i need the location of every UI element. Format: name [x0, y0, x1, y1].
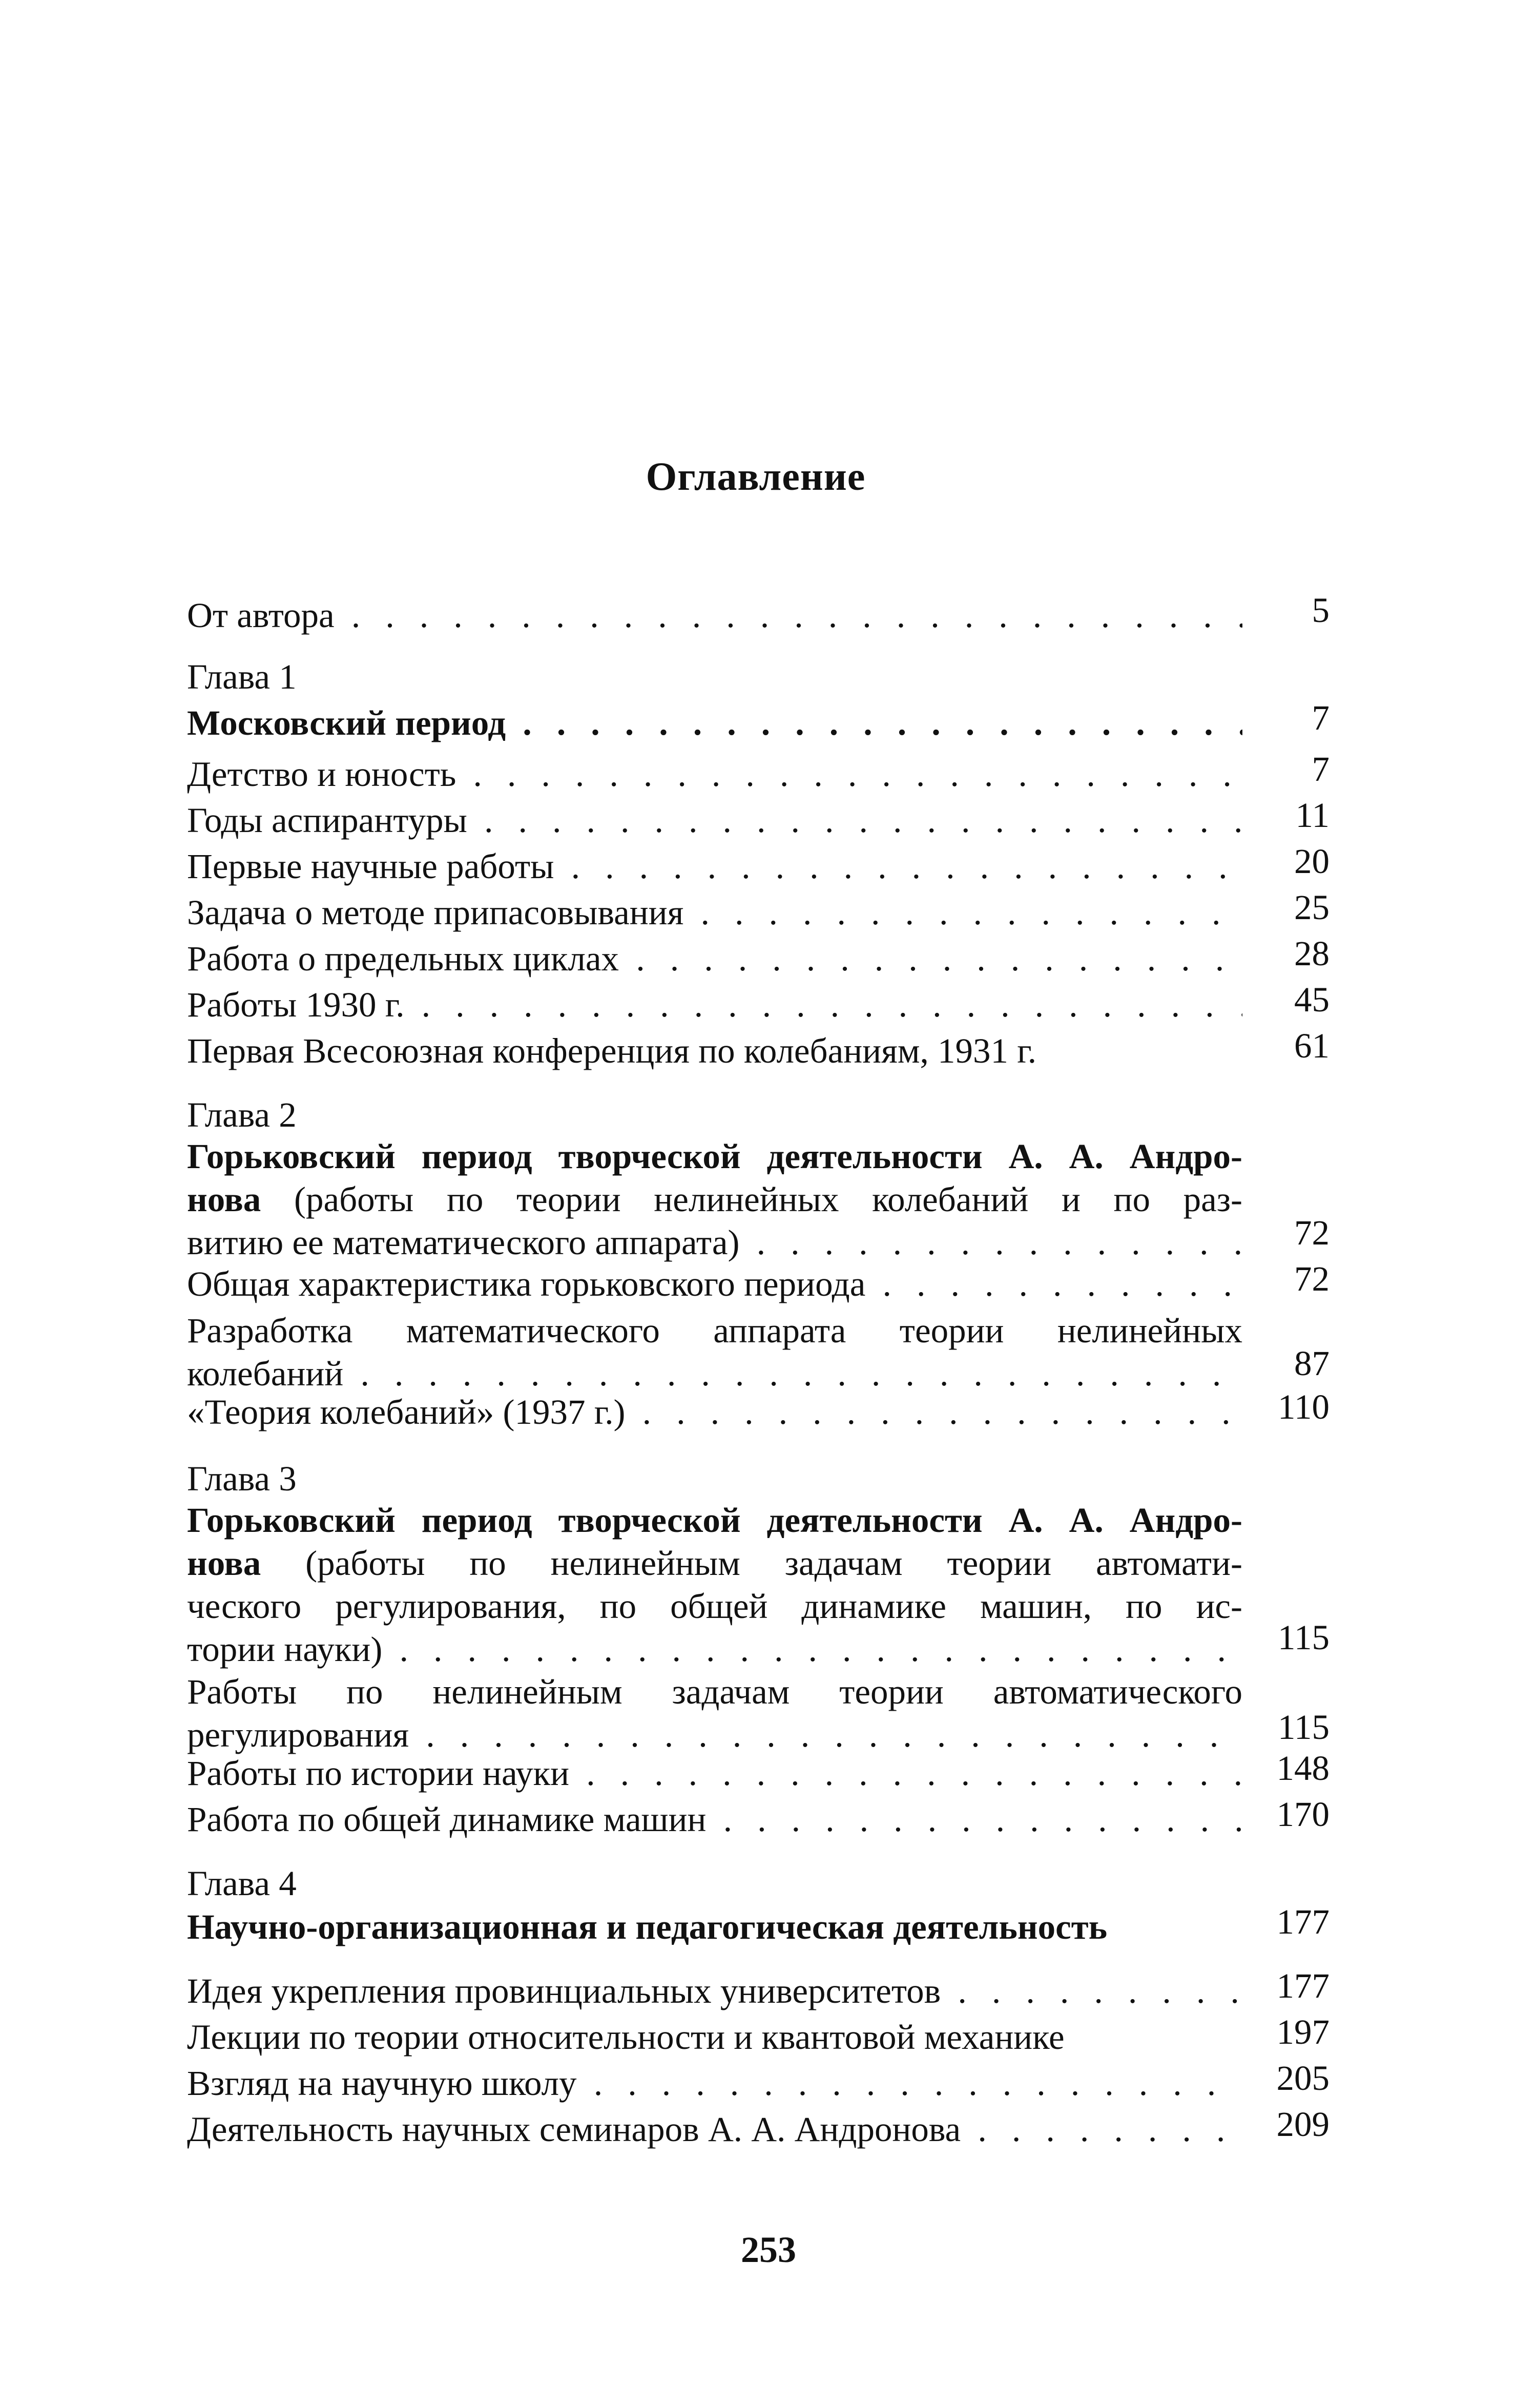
page-title: Оглавление [646, 454, 866, 499]
chapter-label: Глава 3 [187, 1459, 297, 1498]
page-number: 253 [741, 2229, 796, 2270]
toc-entry-label: Детство и юность . . . [187, 751, 1242, 798]
toc-entry-label: Работа о предельных циклах . . . [187, 935, 1242, 982]
toc-entry-page: 5 [1312, 591, 1330, 630]
chapter-label: Глава 1 [187, 657, 297, 696]
toc-heading-line: (работы по теории нелинейных колебаний и по раз- [261, 1180, 1242, 1219]
toc-chapter-heading[interactable] [187, 1135, 1242, 1264]
toc-entry-page: 45 [1294, 980, 1330, 1019]
toc-entry-page: 72 [1294, 1213, 1330, 1252]
toc-chapter-heading[interactable] [187, 1499, 1242, 1671]
toc-entry-label: Работы 1930 г. . . . [187, 981, 1242, 1028]
toc-entry-label: Научно-организационная и педагогическая деятельность [187, 1907, 1108, 1946]
toc-heading-line: (работы по нелинейным задачам теории автомати- [261, 1544, 1242, 1583]
toc-heading-line: Горьковский период творческой деятельности А. А. Андро- [187, 1137, 1242, 1176]
toc-heading-line: нова [187, 1180, 261, 1219]
toc-entry-label: Общая характеристика горьковского периода . . . [187, 1260, 1242, 1307]
toc-entry-page: 115 [1278, 1618, 1330, 1657]
toc-entry-label: Взгляд на научную школу . . . [187, 2060, 1242, 2107]
toc-entry-page: 61 [1294, 1026, 1330, 1065]
toc-entry[interactable] [187, 1670, 1242, 1756]
toc-entry-label: «Теория колебаний» (1937 г.) . . . [187, 1388, 1242, 1436]
toc-entry-label: Работы по нелинейным задачам теории автоматического [187, 1672, 1242, 1711]
toc-entry-page: 7 [1312, 750, 1330, 788]
toc-entry-label: От автора . . . [187, 592, 1242, 639]
toc-entry-page: 7 [1312, 698, 1330, 737]
chapter-label: Глава 4 [187, 1864, 297, 1903]
toc-heading-line: витию ее математического аппарата) . . . [187, 1221, 1242, 1264]
toc-heading-line: ческого регулирования, по общей динамике машин, по ис- [187, 1587, 1242, 1626]
toc-entry-page: 177 [1276, 1966, 1330, 2005]
toc-entry-label: Первая Всесоюзная конференция по колебаниям, 1931 г. [187, 1031, 1037, 1070]
toc-entry-page: 72 [1294, 1259, 1330, 1298]
toc-entry-label: Задача о методе припасовывания . . . [187, 889, 1242, 936]
toc-entry-label: Первые научные работы . . . [187, 843, 1242, 890]
toc-entry-page: 25 [1294, 888, 1330, 927]
toc-entry-label: Деятельность научных семинаров А. А. Андронова . . . [187, 2106, 1242, 2153]
toc-entry-page: 197 [1276, 2012, 1330, 2051]
toc-entry-label: колебаний . . . [187, 1352, 1242, 1395]
toc-entry-label: Разработка математического аппарата теории нелинейных [187, 1311, 1242, 1350]
toc-entry-label: Работы по истории науки . . . [187, 1750, 1242, 1797]
toc-entry-page: 110 [1278, 1387, 1330, 1426]
toc-entry-page: 115 [1278, 1708, 1330, 1747]
toc-entry-label: Лекции по теории относительности и квантовой механике [187, 2018, 1065, 2057]
toc-entry-page: 205 [1276, 2059, 1330, 2098]
toc-entry-label: Московский период . . . [187, 699, 1242, 746]
toc-entry-label: Работа по общей динамике машин . . . [187, 1796, 1242, 1843]
toc-entry-page: 28 [1294, 934, 1330, 973]
toc-entry[interactable] [187, 1309, 1242, 1395]
toc-heading-line: нова [187, 1544, 261, 1583]
toc-entry-page: 177 [1276, 1902, 1330, 1941]
toc-entry-label: Идея укрепления провинциальных университетов . . . [187, 1967, 1242, 2015]
toc-entry-page: 170 [1276, 1795, 1330, 1834]
toc-entry-page: 20 [1294, 842, 1330, 881]
toc-entry-page: 148 [1276, 1749, 1330, 1788]
toc-heading-line: тории науки) . . . [187, 1628, 1242, 1671]
toc-entry-page: 11 [1295, 796, 1330, 835]
toc-entry-label: регулирования . . . [187, 1713, 1242, 1756]
toc-entry-label: Годы аспирантуры . . . [187, 797, 1242, 844]
toc-entry-page: 87 [1294, 1344, 1330, 1383]
toc-entry-page: 209 [1276, 2105, 1330, 2144]
toc-heading-line: Горьковский период творческой деятельности А. А. Андро- [187, 1501, 1242, 1540]
chapter-label: Глава 2 [187, 1095, 297, 1134]
